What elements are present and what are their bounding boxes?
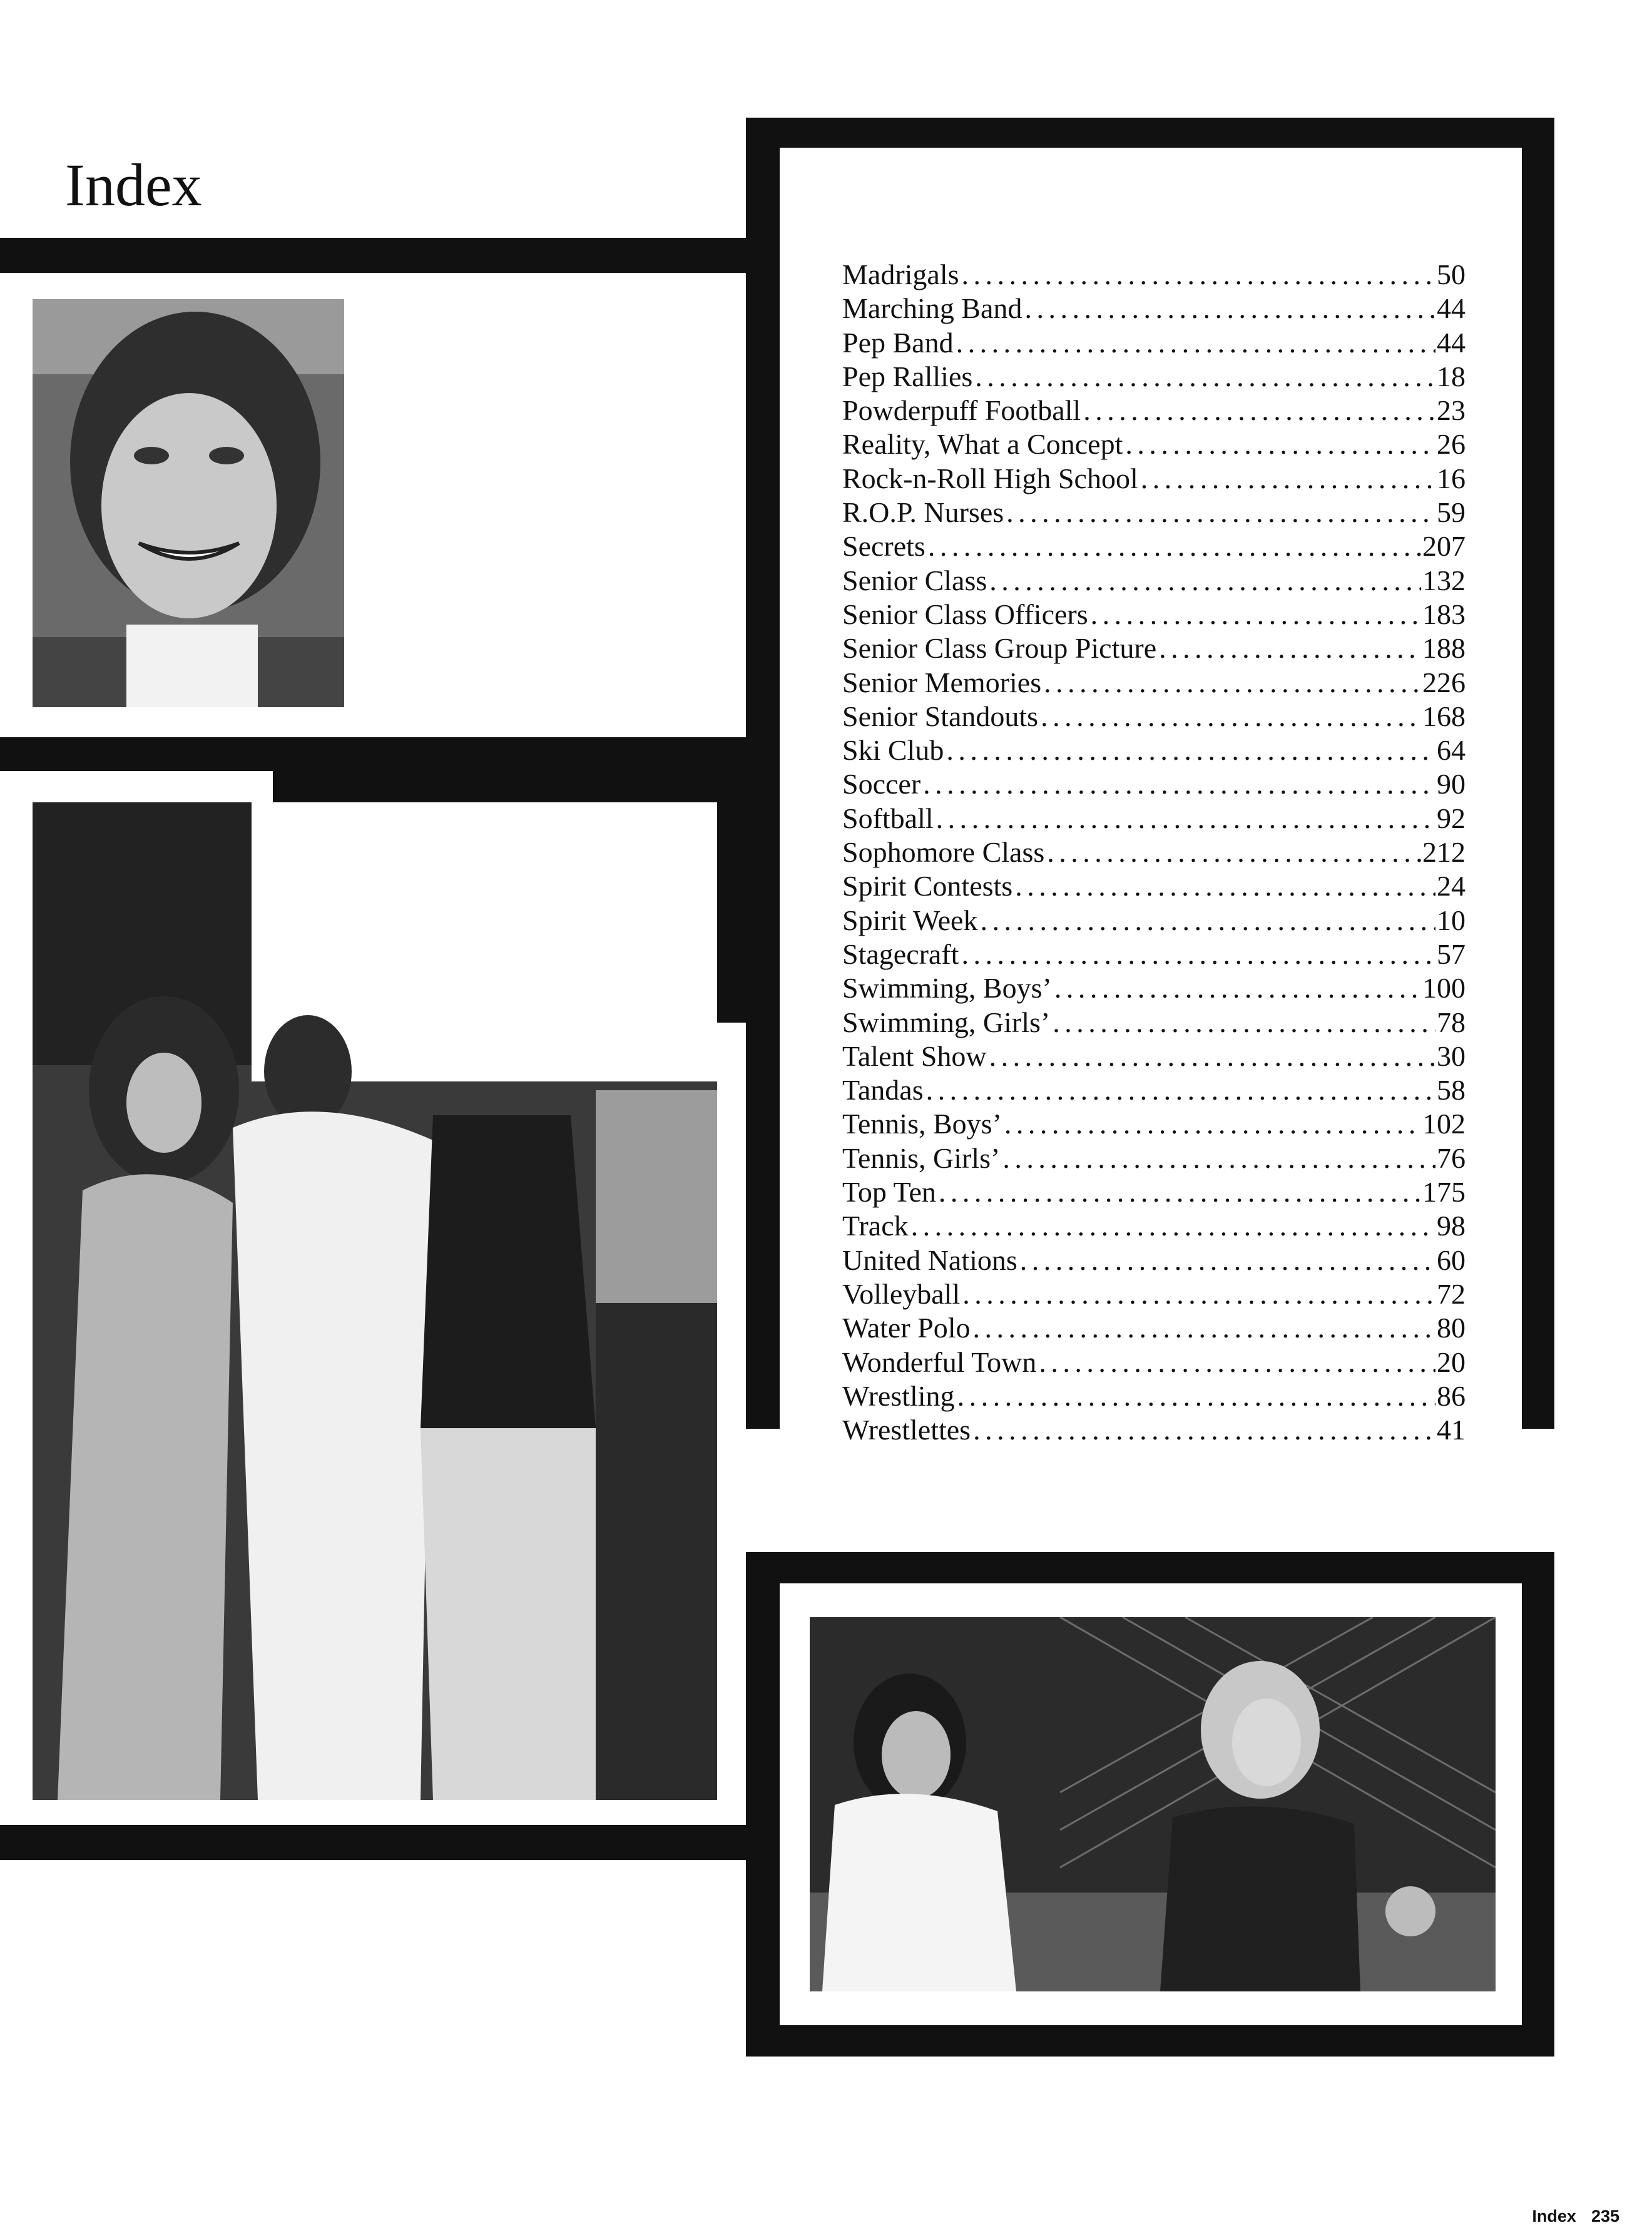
index-entry (842, 835, 1466, 869)
dot-leader (989, 1040, 1435, 1073)
index-entry-name: Senior Standouts (842, 700, 1039, 732)
index-entry-name: Senior Class Group Picture (842, 632, 1157, 665)
index-entry (842, 427, 1466, 461)
index-entry-name: Reality, What a Concept (842, 428, 1123, 461)
dot-leader (926, 1073, 1435, 1107)
page-title: Index (65, 151, 202, 218)
dot-leader (1159, 631, 1421, 665)
index-entry-name: Rock-n-Roll High School (842, 462, 1138, 494)
dot-leader (1091, 598, 1421, 631)
index-entry-name: Top Ten (842, 1176, 936, 1208)
index-entry-page: 18 (1437, 360, 1466, 392)
index-entry-page: 58 (1437, 1074, 1466, 1106)
index-entry (842, 1175, 1466, 1209)
index-entry (842, 869, 1466, 903)
dot-leader (1002, 1142, 1435, 1175)
index-entry-page: 26 (1437, 428, 1466, 461)
footer-section-label: Index (1532, 2207, 1576, 2225)
index-entry-name: Volleyball (842, 1277, 961, 1310)
index-entry (842, 292, 1466, 325)
index-entry-page: 59 (1437, 496, 1466, 529)
index-entry (842, 971, 1466, 1005)
index-entry-page: 50 (1437, 258, 1466, 290)
index-entry-page: 57 (1437, 938, 1466, 970)
index-entry (842, 700, 1466, 733)
index-entry (842, 733, 1466, 767)
index-entry-name: Pep Rallies (842, 360, 973, 392)
index-entry (842, 1346, 1466, 1379)
index-entry-page: 86 (1437, 1379, 1466, 1412)
index-entry-page: 20 (1437, 1346, 1466, 1378)
index-entry (842, 666, 1466, 700)
page-footer (1532, 2207, 1619, 2226)
index-entry-name: Madrigals (842, 258, 959, 290)
dot-leader (939, 1175, 1421, 1209)
dot-leader (1141, 462, 1435, 496)
index-entry (842, 1073, 1466, 1107)
index-entry (842, 631, 1466, 665)
dot-leader (923, 767, 1435, 801)
index-entry-name: Tennis, Boys’ (842, 1108, 1002, 1140)
index-entry-page: 10 (1437, 904, 1466, 936)
dot-leader (1024, 292, 1435, 325)
index-entry-page: 132 (1422, 564, 1466, 596)
index-entry-page: 76 (1437, 1142, 1466, 1174)
index-entry-page: 212 (1422, 836, 1466, 869)
index-entry-name: Tandas (842, 1074, 924, 1106)
dot-leader (1053, 1006, 1435, 1040)
index-entry-page: 16 (1437, 462, 1466, 494)
index-entry (842, 1311, 1466, 1345)
index-entry (842, 1244, 1466, 1277)
index-entry-name: United Nations (842, 1244, 1017, 1276)
index-entry-page: 44 (1437, 326, 1466, 359)
index-entry (842, 1040, 1466, 1073)
index-entry (842, 938, 1466, 971)
index-entry-name: Stagecraft (842, 938, 959, 970)
index-entry-page: 226 (1422, 666, 1466, 698)
index-entry-name: Tennis, Girls’ (842, 1142, 1001, 1174)
index-entry-name: Sophomore Class (842, 836, 1045, 869)
index-entry-name: Swimming, Girls’ (842, 1006, 1051, 1038)
index-entry (842, 496, 1466, 529)
index-entry-name: Senior Memories (842, 666, 1042, 698)
dot-leader (989, 564, 1421, 598)
index-entry (842, 462, 1466, 496)
index-entry (842, 360, 1466, 394)
index-entry-name: Talent Show (842, 1040, 987, 1072)
index-entry-page: 168 (1422, 700, 1466, 732)
index-entry (842, 1209, 1466, 1243)
index-entry-name: Spirit Contests (842, 870, 1013, 902)
dot-leader (1020, 1244, 1435, 1277)
index-entry-name: Senior Class Officers (842, 598, 1088, 630)
index-entry (842, 904, 1466, 938)
dot-leader (1006, 496, 1435, 529)
index-entry-name: Secrets (842, 530, 925, 563)
dot-leader (928, 529, 1421, 563)
dot-leader (1054, 971, 1421, 1005)
index-entry-page: 80 (1437, 1312, 1466, 1344)
dot-leader (946, 733, 1435, 767)
index-entry-page: 175 (1422, 1176, 1466, 1208)
index-entry (842, 1379, 1466, 1413)
index-entry-name: Soccer (842, 768, 921, 800)
dot-leader (973, 1413, 1435, 1447)
photo-smiling-girl (33, 299, 344, 707)
dot-leader (957, 1379, 1435, 1413)
index-entry-name: Softball (842, 802, 934, 834)
index-entry (842, 1413, 1466, 1447)
photo-dance-couple-image (33, 802, 717, 1800)
dot-leader (1047, 835, 1421, 869)
index-entry-name: R.O.P. Nurses (842, 496, 1004, 529)
index-entry (842, 767, 1466, 801)
index-entry (842, 258, 1466, 292)
dot-leader (1041, 700, 1421, 733)
index-entry-page: 90 (1437, 768, 1466, 800)
index-entry-page: 30 (1437, 1040, 1466, 1072)
photo-two-girls-outdoors (810, 1617, 1496, 1991)
index-entry-name: Track (842, 1210, 909, 1242)
photo-two-girls-outdoors-image (810, 1617, 1496, 1991)
index-entry-name: Wrestlettes (842, 1414, 971, 1446)
index-entry-name: Pep Band (842, 326, 954, 359)
index-entry-page: 183 (1422, 598, 1466, 630)
index-entry (842, 1006, 1466, 1040)
dot-leader (973, 1311, 1435, 1345)
index-entry-page: 98 (1437, 1210, 1466, 1242)
top-band (0, 238, 746, 273)
dot-leader (1083, 394, 1435, 427)
index-entry (842, 1142, 1466, 1175)
footer-page-number: 235 (1591, 2207, 1619, 2225)
index-entry (842, 598, 1466, 631)
index-entry-name: Swimming, Boys’ (842, 972, 1052, 1004)
dot-leader (1044, 666, 1421, 700)
dot-leader (1125, 427, 1435, 461)
dot-leader (911, 1209, 1435, 1243)
index-entry-page: 92 (1437, 802, 1466, 834)
index-entry-name: Wrestling (842, 1379, 955, 1412)
index-entry-name: Wonderful Town (842, 1346, 1037, 1378)
dot-leader (1015, 869, 1435, 903)
dot-leader (1039, 1346, 1435, 1379)
index-entry-name: Senior Class (842, 564, 987, 596)
index-entry-page: 100 (1422, 972, 1466, 1004)
index-entry (842, 802, 1466, 835)
photo-smiling-girl-image (33, 299, 344, 707)
index-list (842, 258, 1466, 1447)
index-entry-page: 23 (1437, 394, 1466, 427)
dot-leader (956, 326, 1435, 360)
index-entry (842, 1107, 1466, 1141)
index-entry (842, 326, 1466, 360)
dot-leader (961, 938, 1435, 971)
index-entry (842, 394, 1466, 427)
index-entry (842, 564, 1466, 598)
bottom-band (0, 1825, 746, 1860)
dot-leader (962, 1277, 1435, 1311)
index-entry-page: 188 (1422, 632, 1466, 665)
index-entry (842, 1277, 1466, 1311)
index-entry-page: 64 (1437, 734, 1466, 767)
dot-leader (975, 360, 1435, 394)
dot-leader (936, 802, 1435, 835)
index-entry-page: 44 (1437, 292, 1466, 325)
index-entry-name: Marching Band (842, 292, 1022, 325)
index-entry-page: 24 (1437, 870, 1466, 902)
index-entry-name: Water Polo (842, 1312, 971, 1344)
index-entry-name: Ski Club (842, 734, 944, 767)
index-entry-page: 207 (1422, 530, 1466, 563)
index-entry-name: Powderpuff Football (842, 394, 1081, 427)
index-entry-page: 60 (1437, 1244, 1466, 1276)
index-entry-page: 72 (1437, 1277, 1466, 1310)
index-entry (842, 529, 1466, 563)
dot-leader (1004, 1107, 1421, 1141)
index-entry-name: Spirit Week (842, 904, 978, 936)
dot-leader (962, 258, 1435, 292)
dot-leader (980, 904, 1435, 938)
photo-dance-couple (33, 802, 717, 1800)
index-entry-page: 41 (1437, 1414, 1466, 1446)
index-entry-page: 78 (1437, 1006, 1466, 1038)
index-entry-page: 102 (1422, 1108, 1466, 1140)
